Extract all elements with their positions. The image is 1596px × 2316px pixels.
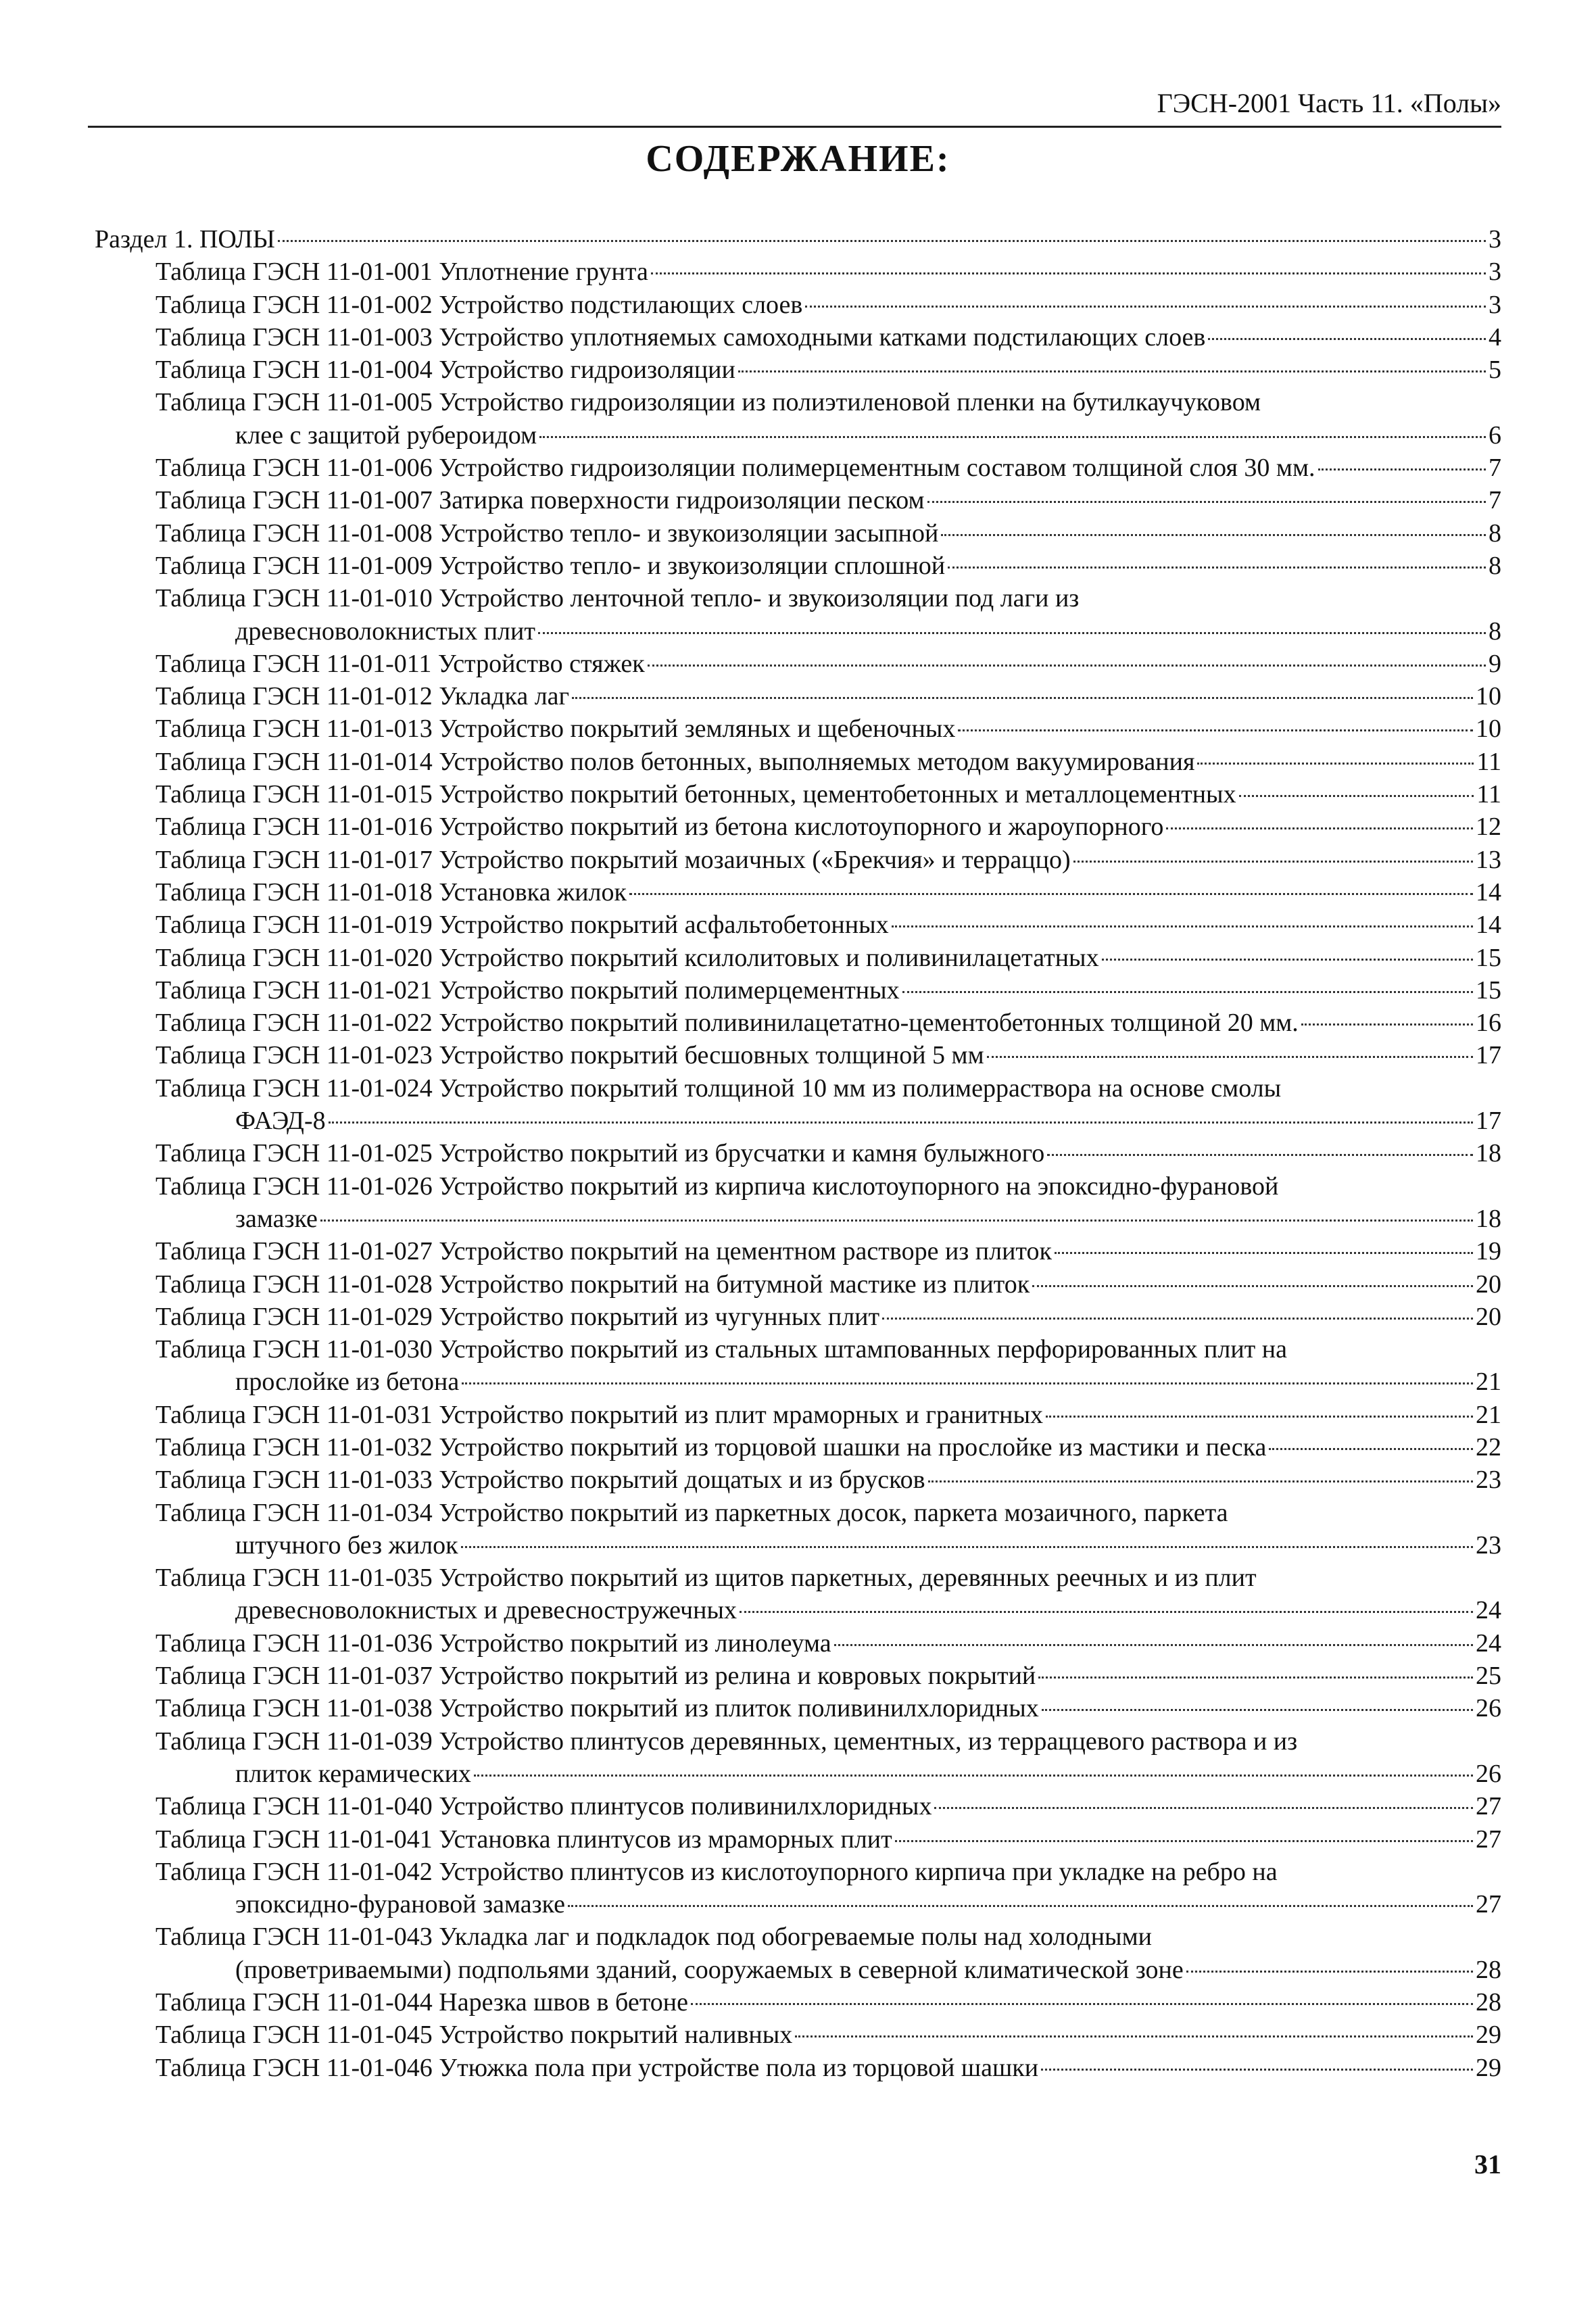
toc-entry-continuation — [95, 1594, 1501, 1626]
toc-entry-title: Таблица ГЭСН 11-01-014 Устройство полов бетонных, выполняемых методом вакуумирования — [155, 747, 1195, 776]
toc-entry-title: Таблица ГЭСН 11-01-019 Устройство покрытий асфальтобетонных — [155, 911, 889, 940]
toc-entry-continuation — [95, 1105, 1501, 1137]
toc-entry-line — [95, 1627, 1501, 1660]
toc-entry-line — [95, 942, 1501, 974]
dot-leader — [1197, 763, 1474, 765]
toc-entry-line — [95, 778, 1501, 811]
toc-entry-line — [95, 811, 1501, 843]
toc-entry[interactable] — [95, 1627, 1501, 1660]
dot-leader — [1073, 861, 1473, 863]
toc-page-number: 11 — [1476, 747, 1501, 776]
toc-entry[interactable] — [95, 1301, 1501, 1333]
toc-entry[interactable] — [95, 1725, 1501, 1791]
toc-entry[interactable] — [95, 811, 1501, 843]
toc-page-number: 15 — [1476, 943, 1501, 972]
dot-leader — [629, 893, 1473, 895]
toc-entry-line — [95, 1921, 1501, 1953]
toc-page-number: 26 — [1476, 1694, 1501, 1723]
toc-page-number: 26 — [1476, 1759, 1501, 1788]
toc-entry[interactable] — [95, 648, 1501, 680]
toc-page-number: 18 — [1476, 1204, 1501, 1233]
toc-entry[interactable] — [95, 778, 1501, 811]
toc-entry-line — [95, 746, 1501, 778]
dot-leader — [474, 1775, 1473, 1777]
toc-entry-line — [95, 1497, 1501, 1529]
toc-entry[interactable] — [95, 1170, 1501, 1236]
toc-entry-line — [95, 386, 1501, 418]
toc-entry-line — [95, 223, 1501, 256]
toc-entry-continuation — [95, 419, 1501, 452]
toc-page-number: 3 — [1489, 290, 1501, 319]
toc-entry-title: Таблица ГЭСН 11-01-013 Устройство покрытий земляных и щебеночных — [155, 715, 956, 744]
toc-page-number: 28 — [1476, 1955, 1501, 1984]
toc-entry-title: Таблица ГЭСН 11-01-007 Затирка поверхности гидроизоляции песком — [155, 486, 925, 515]
toc-entry-line — [95, 1986, 1501, 2019]
toc-entry[interactable] — [95, 517, 1501, 550]
dot-leader — [892, 925, 1473, 927]
dot-leader — [1208, 338, 1486, 340]
toc-entry-title: Таблица ГЭСН 11-01-040 Устройство плинтусов поливинилхлоридных — [155, 1792, 932, 1821]
dot-leader — [948, 566, 1486, 569]
toc-page-number: 20 — [1476, 1270, 1501, 1299]
toc-entry-title: Таблица ГЭСН 11-01-015 Устройство покрытий бетонных, цементобетонных и металлоцементных — [155, 780, 1236, 809]
toc-entry-title: Таблица ГЭСН 11-01-023 Устройство покрытий бесшовных толщиной 5 мм — [155, 1041, 984, 1070]
toc-entry-line — [95, 2052, 1501, 2084]
toc-entry-line — [95, 1823, 1501, 1856]
toc-entry-continuation — [95, 1888, 1501, 1921]
toc-entry[interactable] — [95, 942, 1501, 974]
toc-entry-line — [95, 1137, 1501, 1169]
toc-page-number: 9 — [1489, 649, 1501, 678]
toc-entry-title: Таблица ГЭСН 11-01-027 Устройство покрытий на цементном растворе из плиток — [155, 1237, 1052, 1266]
toc-entry[interactable] — [95, 1790, 1501, 1823]
running-header — [88, 87, 1501, 128]
toc-entry-line — [95, 354, 1501, 386]
toc-page-number: 27 — [1476, 1825, 1501, 1854]
toc-entry-continuation — [95, 615, 1501, 648]
dot-leader — [462, 1382, 1473, 1384]
toc-entry-title: древесноволокнистых и древесностружечных — [235, 1596, 737, 1625]
toc-entry[interactable] — [95, 1039, 1501, 1071]
toc-entry-title: Таблица ГЭСН 11-01-006 Устройство гидроизоляции полимерцементным составом толщиной слоя 30 мм. — [155, 454, 1315, 483]
toc-entry[interactable] — [95, 1072, 1501, 1138]
toc-page-number: 8 — [1489, 518, 1501, 548]
dot-leader — [329, 1121, 1473, 1124]
toc-entry-line — [95, 256, 1501, 288]
toc-entry-line — [95, 2019, 1501, 2051]
toc-entry-line — [95, 582, 1501, 614]
page-number: 31 — [1474, 2149, 1501, 2179]
toc-page-number: 8 — [1489, 551, 1501, 580]
toc-entry-title: штучного без жилок — [235, 1530, 458, 1560]
dot-leader — [934, 1807, 1473, 1809]
toc-page-number: 3 — [1489, 258, 1501, 287]
toc-entry-line — [95, 1170, 1501, 1203]
dot-leader — [834, 1644, 1473, 1646]
dot-leader — [805, 306, 1486, 308]
dot-leader — [568, 1905, 1473, 1907]
toc-entry[interactable] — [95, 1660, 1501, 1692]
dot-leader — [1042, 1709, 1473, 1711]
toc-entry[interactable] — [95, 289, 1501, 321]
toc-entry[interactable] — [95, 1986, 1501, 2019]
toc-entry-continuation — [95, 1758, 1501, 1790]
toc-entry[interactable] — [95, 1007, 1501, 1039]
toc-entry-line — [95, 1692, 1501, 1724]
toc-entry[interactable] — [95, 1464, 1501, 1496]
toc-entry-title: Таблица ГЭСН 11-01-001 Уплотнение грунта — [155, 258, 648, 287]
toc-entry-line — [95, 1790, 1501, 1823]
toc-entry-title: Таблица ГЭСН 11-01-032 Устройство покрытий из торцовой шашки на прослойке из мастики и песка — [155, 1432, 1267, 1462]
toc-entry[interactable] — [95, 223, 1501, 256]
toc-entry-title: Таблица ГЭСН 11-01-024 Устройство покрытий толщиной 10 мм из полимерраствора на основе смолы — [155, 1073, 1282, 1103]
toc-entry-title: Таблица ГЭСН 11-01-012 Укладка лаг — [155, 682, 570, 711]
toc-entry-title: Таблица ГЭСН 11-01-011 Устройство стяжек — [155, 649, 645, 678]
toc-entry[interactable] — [95, 484, 1501, 516]
toc-entry[interactable] — [95, 1137, 1501, 1169]
dot-leader — [1269, 1448, 1473, 1450]
dot-leader — [651, 272, 1486, 274]
toc-entry-title: Таблица ГЭСН 11-01-004 Устройство гидроизоляции — [155, 356, 735, 385]
toc-entry-line — [95, 1725, 1501, 1758]
toc-entry-title: Таблица ГЭСН 11-01-002 Устройство подстилающих слоев — [155, 290, 803, 319]
toc-entry-title: Таблица ГЭСН 11-01-028 Устройство покрытий на битумной мастике из плиток — [155, 1270, 1030, 1299]
toc-entry-continuation — [95, 1954, 1501, 1986]
toc-entry-line — [95, 1399, 1501, 1431]
toc-entry[interactable] — [95, 1856, 1501, 1921]
toc-page-number: 17 — [1476, 1041, 1501, 1070]
toc-page-number: 16 — [1476, 1009, 1501, 1038]
toc-entry[interactable] — [95, 256, 1501, 288]
toc-entry-line — [95, 1007, 1501, 1039]
dot-leader — [1239, 795, 1474, 797]
toc-entry[interactable] — [95, 713, 1501, 745]
toc-page-number: 10 — [1476, 715, 1501, 744]
dot-leader — [895, 1840, 1473, 1842]
toc-entry[interactable] — [95, 1431, 1501, 1464]
dot-leader — [1318, 468, 1486, 471]
toc-page-number: 12 — [1476, 813, 1501, 842]
toc-entry[interactable] — [95, 1823, 1501, 1856]
toc-page-number: 11 — [1476, 780, 1501, 809]
toc-entry-title: плиток керамических — [235, 1759, 471, 1788]
toc-entry[interactable] — [95, 1333, 1501, 1399]
dot-leader — [927, 501, 1486, 503]
toc-entry-line — [95, 1235, 1501, 1268]
toc-entry-title: (проветриваемыми) подпольями зданий, сооружаемых в северной климатической зоне — [235, 1955, 1184, 1984]
toc-entry[interactable] — [95, 844, 1501, 876]
toc-page-number: 27 — [1476, 1792, 1501, 1821]
toc-page-number: 23 — [1476, 1466, 1501, 1495]
toc-entry-continuation — [95, 1529, 1501, 1562]
toc-entry[interactable] — [95, 1921, 1501, 1986]
toc-entry-title: Таблица ГЭСН 11-01-045 Устройство покрытий наливных — [155, 2021, 793, 2050]
toc-entry[interactable] — [95, 452, 1501, 484]
toc-entry[interactable] — [95, 1692, 1501, 1724]
toc-entry-line — [95, 1301, 1501, 1333]
toc-entry-line — [95, 550, 1501, 582]
dot-leader — [902, 991, 1473, 993]
toc-entry-line — [95, 1464, 1501, 1496]
toc-entry-line — [95, 844, 1501, 876]
toc-page-number: 10 — [1476, 682, 1501, 711]
dot-leader — [1186, 1971, 1473, 1973]
dot-leader — [1046, 1416, 1473, 1418]
toc-page-number: 6 — [1489, 420, 1501, 450]
dot-leader — [648, 665, 1486, 667]
dot-leader — [1102, 959, 1473, 961]
toc-entry-title: Таблица ГЭСН 11-01-022 Устройство покрытий поливинилацетатно-цементобетонных толщиной 20 мм. — [155, 1009, 1299, 1038]
dot-leader — [1041, 2069, 1473, 2071]
dot-leader — [795, 2035, 1473, 2037]
toc-entry-title: Таблица ГЭСН 11-01-043 Укладка лаг и подкладок под обогреваемые полы над холодными — [155, 1923, 1152, 1952]
toc-entry-title: Таблица ГЭСН 11-01-021 Устройство покрытий полимерцементных — [155, 975, 900, 1005]
toc-page-number: 21 — [1476, 1368, 1501, 1397]
dot-leader — [740, 1611, 1473, 1613]
toc-entry-title: Таблица ГЭСН 11-01-035 Устройство покрытий из щитов паркетных, деревянных реечных и из плит — [155, 1564, 1257, 1593]
toc-page-number: 28 — [1476, 1988, 1501, 2017]
toc-page-number: 27 — [1476, 1890, 1501, 1919]
toc-entry[interactable] — [95, 909, 1501, 941]
toc-entry-line — [95, 1072, 1501, 1105]
toc-entry-line — [95, 1268, 1501, 1301]
toc-entry-continuation — [95, 1366, 1501, 1398]
toc-entry-title: Таблица ГЭСН 11-01-042 Устройство плинтусов из кислотоупорного кирпича при укладке на ребро на — [155, 1857, 1278, 1886]
dot-leader — [882, 1318, 1473, 1320]
toc-entry-title: замазке — [235, 1204, 318, 1233]
toc-entry-line — [95, 289, 1501, 321]
dot-leader — [278, 240, 1486, 242]
toc-page-number: 5 — [1489, 356, 1501, 385]
toc-entry-title: Таблица ГЭСН 11-01-010 Устройство ленточной тепло- и звукоизоляции под лаги из — [155, 584, 1080, 613]
toc-entry[interactable] — [95, 1562, 1501, 1627]
toc-entry-title: Таблица ГЭСН 11-01-008 Устройство тепло- и звукоизоляции засыпной — [155, 518, 939, 548]
toc-entry-line — [95, 517, 1501, 550]
toc-page-number: 25 — [1476, 1662, 1501, 1691]
toc-entry-line — [95, 321, 1501, 354]
toc-page-number: 13 — [1476, 845, 1501, 874]
page-title: СОДЕРЖАНИЕ: — [646, 138, 950, 180]
toc-entry-line — [95, 1333, 1501, 1366]
toc-entry-line — [95, 484, 1501, 516]
toc-entry[interactable] — [95, 550, 1501, 582]
toc-entry-line — [95, 648, 1501, 680]
toc-entry-title: Раздел 1. ПОЛЫ — [95, 225, 275, 254]
dot-leader — [1032, 1285, 1473, 1287]
toc-entry-line — [95, 713, 1501, 745]
toc-entry-continuation — [95, 1203, 1501, 1235]
toc-entry-title: Таблица ГЭСН 11-01-026 Устройство покрытий из кирпича кислотоупорного на эпоксидно-фурановой — [155, 1172, 1279, 1201]
dot-leader — [928, 1480, 1473, 1482]
toc-page-number: 7 — [1489, 486, 1501, 515]
toc-entry[interactable] — [95, 386, 1501, 452]
toc-page-number: 18 — [1476, 1139, 1501, 1168]
toc-entry-line — [95, 1856, 1501, 1888]
toc-entry[interactable] — [95, 321, 1501, 354]
toc-page-number: 21 — [1476, 1400, 1501, 1429]
toc-entry-title: Таблица ГЭСН 11-01-016 Устройство покрытий из бетона кислотоупорного и жароупорного — [155, 813, 1164, 842]
toc-entry[interactable] — [95, 1268, 1501, 1301]
toc-entry[interactable] — [95, 2052, 1501, 2084]
toc-entry-title: Таблица ГЭСН 11-01-009 Устройство тепло- и звукоизоляции сплошной — [155, 551, 946, 580]
toc-entry-line — [95, 1431, 1501, 1464]
toc-entry-title: эпоксидно-фурановой замазке — [235, 1890, 566, 1919]
toc-entry[interactable] — [95, 1399, 1501, 1431]
toc-page-number: 29 — [1476, 2021, 1501, 2050]
dot-leader — [538, 632, 1486, 634]
toc-entry-line — [95, 974, 1501, 1007]
toc-entry-title: Таблица ГЭСН 11-01-036 Устройство покрытий из линолеума — [155, 1629, 831, 1658]
toc-entry[interactable] — [95, 746, 1501, 778]
toc-entry-title: Таблица ГЭСН 11-01-034 Устройство покрытий из паркетных досок, паркета мозаичного, паркета — [155, 1498, 1228, 1527]
table-of-contents — [95, 223, 1501, 2084]
toc-entry-line — [95, 876, 1501, 909]
toc-page-number: 22 — [1476, 1432, 1501, 1462]
toc-entry-line — [95, 1562, 1501, 1594]
toc-entry-title: Таблица ГЭСН 11-01-005 Устройство гидроизоляции из полиэтиленовой пленки на бутилкаучуковом — [155, 388, 1261, 417]
toc-entry[interactable] — [95, 1497, 1501, 1562]
dot-leader — [539, 436, 1486, 438]
toc-page-number: 3 — [1489, 225, 1501, 254]
dot-leader — [987, 1056, 1473, 1058]
toc-entry-title: Таблица ГЭСН 11-01-020 Устройство покрытий ксилолитовых и поливинилацетатных — [155, 943, 1099, 972]
toc-entry[interactable] — [95, 974, 1501, 1007]
toc-entry-title: Таблица ГЭСН 11-01-018 Установка жилок — [155, 877, 627, 907]
toc-entry[interactable] — [95, 354, 1501, 386]
toc-page-number: 24 — [1476, 1629, 1501, 1658]
toc-page-number: 29 — [1476, 2053, 1501, 2082]
toc-page-number: 14 — [1476, 911, 1501, 940]
toc-entry-title: Таблица ГЭСН 11-01-041 Установка плинтусов из мраморных плит — [155, 1825, 892, 1854]
dot-leader — [1166, 827, 1473, 829]
dot-leader — [320, 1220, 1473, 1222]
toc-page-number: 15 — [1476, 975, 1501, 1005]
dot-leader — [738, 370, 1486, 372]
toc-entry-line — [95, 1660, 1501, 1692]
toc-page-number: 4 — [1489, 322, 1501, 352]
toc-entry[interactable] — [95, 1235, 1501, 1268]
toc-entry-line — [95, 909, 1501, 941]
dot-leader — [1055, 1252, 1473, 1254]
toc-entry-title: ФАЭД-8 — [235, 1107, 326, 1136]
toc-page-number: 17 — [1476, 1107, 1501, 1136]
toc-entry-line — [95, 452, 1501, 484]
toc-page-number: 14 — [1476, 877, 1501, 907]
toc-page-number: 20 — [1476, 1302, 1501, 1331]
toc-entry-title: Таблица ГЭСН 11-01-039 Устройство плинтусов деревянных, цементных, из терраццевого раствора и из — [155, 1727, 1298, 1756]
toc-entry[interactable] — [95, 876, 1501, 909]
dot-leader — [461, 1546, 1473, 1548]
dot-leader — [1038, 1676, 1473, 1679]
toc-page-number: 23 — [1476, 1530, 1501, 1560]
toc-entry-title: Таблица ГЭСН 11-01-044 Нарезка швов в бетоне — [155, 1988, 688, 2017]
toc-page-number: 24 — [1476, 1596, 1501, 1625]
toc-entry-title: клее с защитой рубероидом — [235, 420, 537, 450]
dot-leader — [1301, 1023, 1473, 1026]
running-title: ГЭСН-2001 Часть 11. «Полы» — [1157, 88, 1501, 118]
toc-entry-title: Таблица ГЭСН 11-01-038 Устройство покрытий из плиток поливинилхлоридных — [155, 1694, 1039, 1723]
toc-entry-title: Таблица ГЭСН 11-01-030 Устройство покрытий из стальных штампованных перфорированных плит на — [155, 1335, 1287, 1364]
toc-entry-title: Таблица ГЭСН 11-01-025 Устройство покрытий из брусчатки и камня булыжного — [155, 1139, 1045, 1168]
toc-entry[interactable] — [95, 2019, 1501, 2051]
toc-page-number: 8 — [1489, 617, 1501, 646]
toc-page-number: 19 — [1476, 1237, 1501, 1266]
dot-leader — [691, 2003, 1473, 2005]
toc-entry-title: Таблица ГЭСН 11-01-017 Устройство покрытий мозаичных («Брекчия» и терраццо) — [155, 845, 1071, 874]
toc-entry-line — [95, 680, 1501, 713]
toc-entry-title: Таблица ГЭСН 11-01-037 Устройство покрытий из релина и ковровых покрытий — [155, 1662, 1036, 1691]
dot-leader — [958, 729, 1473, 731]
toc-page-number: 7 — [1489, 454, 1501, 483]
toc-entry-title: Таблица ГЭСН 11-01-033 Устройство покрытий дощатых и из брусков — [155, 1466, 925, 1495]
toc-entry-title: Таблица ГЭСН 11-01-029 Устройство покрытий из чугунных плит — [155, 1302, 880, 1331]
toc-entry[interactable] — [95, 680, 1501, 713]
toc-entry[interactable] — [95, 582, 1501, 648]
toc-entry-title: Таблица ГЭСН 11-01-046 Утюжка пола при устройстве пола из торцовой шашки — [155, 2053, 1039, 2082]
dot-leader — [572, 697, 1473, 699]
toc-entry-title: прослойке из бетона — [235, 1368, 460, 1397]
dot-leader — [941, 534, 1486, 536]
toc-entry-title: Таблица ГЭСН 11-01-003 Устройство уплотняемых самоходными катками подстилающих слоев — [155, 322, 1206, 352]
dot-leader — [1047, 1154, 1473, 1156]
toc-entry-title: Таблица ГЭСН 11-01-031 Устройство покрытий из плит мраморных и гранитных — [155, 1400, 1043, 1429]
toc-entry-title: древесноволокнистых плит — [235, 617, 535, 646]
toc-entry-line — [95, 1039, 1501, 1071]
